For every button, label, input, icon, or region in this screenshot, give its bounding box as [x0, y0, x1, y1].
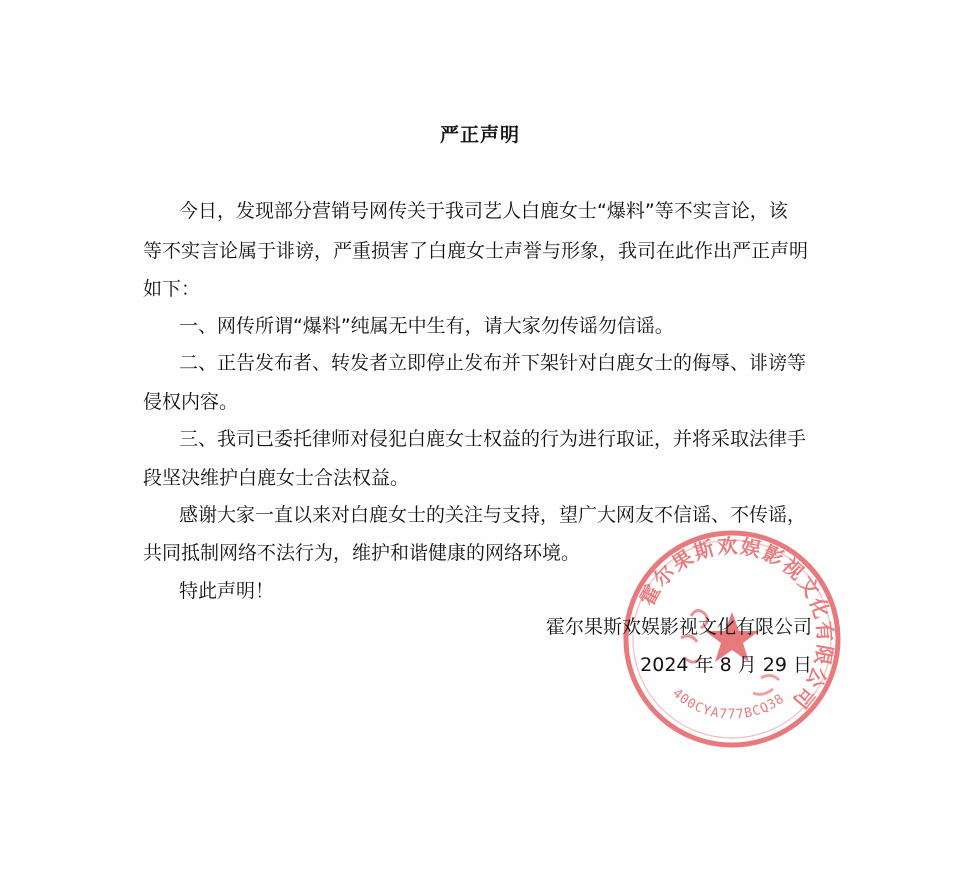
signature-company: 霍尔果斯欢娱影视文化有限公司: [545, 616, 812, 638]
seal-code-text: 400CYA777BCQ38: [669, 686, 788, 723]
item3-line2: 段坚决维护白鹿女士合法权益。: [143, 467, 410, 489]
paragraph1-line1: 今日，发现部分营销号网传关于我司艺人白鹿女士“爆料”等不实言论，该: [179, 200, 788, 222]
item2-line2: 侵权内容。: [143, 391, 239, 413]
document-title: 严正声明: [439, 124, 520, 146]
seal-company-text: 霍尔果斯欢娱影视文化有限公司: [634, 533, 838, 715]
item2-line1: 二、正告发布者、转发者立即停止发布并下架针对白鹿女士的侮辱、诽谤等: [179, 352, 807, 374]
item1-line1: 一、网传所谓“爆料”纯属无中生有，请大家勿传谣勿信谣。: [179, 315, 674, 337]
paragraph1-line3: 如下：: [143, 278, 201, 300]
signature-date: 2024 年 8 月 29 日: [640, 654, 812, 676]
closing-line: 特此声明！: [179, 580, 275, 602]
thanks-line1: 感谢大家一直以来对白鹿女士的关注与支持，望广大网友不信谣、不传谣，: [179, 504, 807, 526]
paragraph1-line2: 等不实言论属于诽谤，严重损害了白鹿女士声誉与形象，我司在此作出严正声明: [143, 240, 809, 262]
item3-line1: 三、我司已委托律师对侵犯白鹿女士权益的行为进行取证，并将采取法律手: [179, 428, 807, 450]
thanks-line2: 共同抵制网络不法行为，维护和谐健康的网络环境。: [143, 542, 581, 564]
